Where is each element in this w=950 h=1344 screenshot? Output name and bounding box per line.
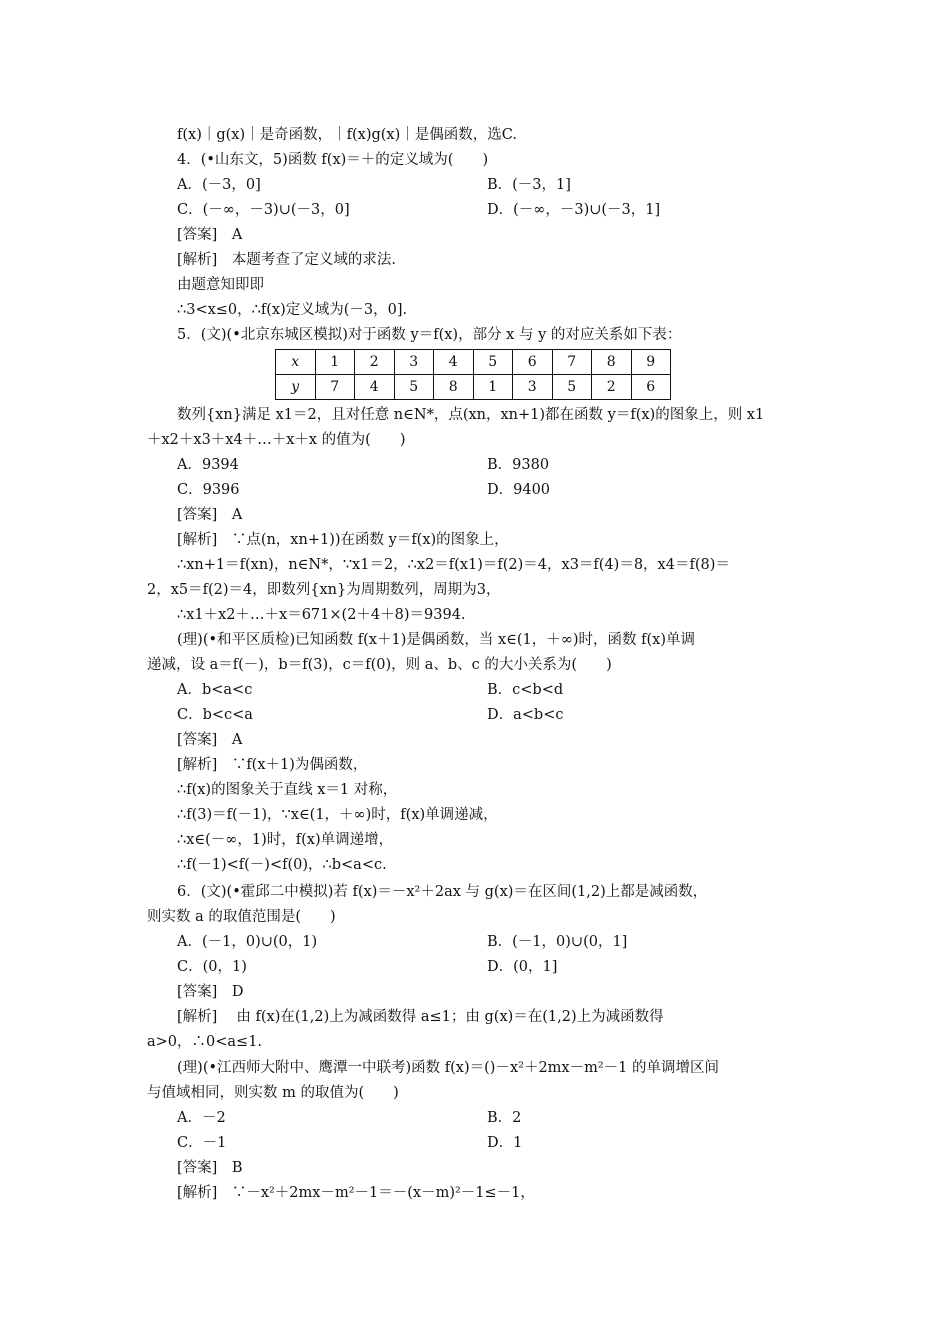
q5w-option-b: B．9380 [487,457,550,473]
q5-stem-2: 数列{xn}满足 x1＝2，且对任意 n∈N*，点(xn，xn+1)都在函数 y＝f(x)的图象上，则 x1 [177,407,765,423]
table-cell: 5 [552,375,592,400]
table-row-x [276,350,671,375]
q5l-analysis-3: ∴f(3)＝f(－1)，∵x∈(1，＋∞)时，f(x)单调递减， [177,807,498,823]
q6w-option-b: B．(－1，0)∪(0，1] [487,934,628,950]
table-cell: 2 [592,375,632,400]
q6w-option-d: D．(0，1] [487,959,558,975]
q5w-analysis-2: ∴xn+1＝f(xn)，n∈N*，∵x1＝2，∴x2＝f(x1)＝f(2)＝4，x3＝f(4)＝8，x4＝f(8)＝ [177,557,730,573]
q5w-option-d: D．9400 [487,482,551,498]
table-cell: 1 [473,375,513,400]
q6w-analysis-2: a>0，∴0<a≤1. [147,1034,263,1050]
table-cell: 6 [631,375,671,400]
q5l-option-c: C．b<c<a [177,707,253,723]
table-cell: 7 [552,350,592,375]
q5w-analysis: [解析] ∵点(n，xn+1))在函数 y＝f(x)的图象上， [177,532,509,548]
q6l-option-d: D．1 [487,1135,523,1151]
table-cell: 2 [355,350,395,375]
q5l-option-d: D．a<b<c [487,707,564,723]
table-row-y [276,375,671,400]
table-cell: 7 [315,375,355,400]
table-cell: 4 [434,350,474,375]
table-cell: 3 [394,350,434,375]
q6l-option-c: C．－1 [177,1135,227,1151]
q6l-answer: [答案] B [177,1160,243,1176]
xy-table [275,349,671,400]
q5w-option-c: C．9396 [177,482,240,498]
q6l-option-b: B．2 [487,1110,522,1126]
q5w-analysis-3: 2，x5＝f(2)＝4，即数列{xn}为周期数列，周期为3， [147,582,501,598]
line-q4-stem: 4．(•山东文，5)函数 f(x)＝＋的定义域为( ) [177,152,489,168]
q5l-option-a: A．b<a<c [177,682,253,698]
q5l-analysis-2: ∴f(x)的图象关于直线 x＝1 对称， [177,782,398,798]
q6w-option-c: C．(0，1) [177,959,247,975]
q4-option-d: D．(－∞，－3)∪(－3，1] [487,202,661,218]
q6w-answer: [答案] D [177,984,244,1000]
q5l-analysis: [解析] ∵f(x＋1)为偶函数， [177,757,368,773]
table-cell: 3 [513,375,553,400]
table-cell: 8 [434,375,474,400]
q5-stem: 5．(文)(•北京东城区模拟)对于函数 y＝f(x)，部分 x 与 y 的对应关系如下表： [177,327,682,343]
line-1: f(x)｜g(x)｜是奇函数，｜f(x)g(x)｜是偶函数，选C. [177,127,517,143]
table-cell: 1 [315,350,355,375]
q5l-stem: (理)(•和平区质检)已知函数 f(x＋1)是偶函数，当 x∈(1，＋∞)时，函数 f(x)单调 [177,632,695,648]
q6l-analysis: [解析] ∵－x²＋2mx－m²－1＝－(x－m)²－1≤－1， [177,1185,535,1201]
table-header-y: y [276,375,316,400]
q4-answer: [答案] A [177,227,243,243]
q6w-stem: 6．(文)(•霍邱二中模拟)若 f(x)＝－x²＋2ax 与 g(x)＝在区间(1,2)上都是减函数， [177,884,708,900]
q4-analysis-2: 由题意知即即 [177,277,264,293]
q6l-stem-2: 与值域相同，则实数 m 的取值为( ) [147,1085,399,1101]
q5l-analysis-4: ∴x∈(－∞，1)时，f(x)单调递增， [177,832,394,848]
q6l-option-a: A．－2 [177,1110,226,1126]
q5l-analysis-5: ∴f(－1)<f(－)<f(0)，∴b<a<c. [177,857,387,873]
table-cell: 6 [513,350,553,375]
table-cell: 8 [592,350,632,375]
q6l-stem: (理)(•江西师大附中、鹰潭一中联考)函数 f(x)＝()－x²＋2mx－m²－1 的单调增区间 [177,1060,719,1076]
q5l-stem-2: 递减，设 a＝f(－)，b＝f(3)，c＝f(0)，则 a、b、c 的大小关系为( ) [147,657,612,673]
q5w-answer: [答案] A [177,507,243,523]
q5w-analysis-4: ∴x1＋x2＋…＋x＝671×(2＋4＋8)＝9394. [177,607,466,623]
q5l-option-b: B．c<b<d [487,682,564,698]
q5w-option-a: A．9394 [177,457,239,473]
table-cell: 9 [631,350,671,375]
q6w-stem-2: 则实数 a 的取值范围是( ) [147,909,336,925]
table-cell: 4 [355,375,395,400]
table-header-x: x [276,350,316,375]
q5l-answer: [答案] A [177,732,243,748]
table-cell: 5 [394,375,434,400]
q4-option-a: A．(－3，0] [177,177,261,193]
q4-option-b: B．(－3，1] [487,177,571,193]
table-cell: 5 [473,350,513,375]
q6w-option-a: A．(－1，0)∪(0，1) [177,934,318,950]
q5-stem-3: ＋x2＋x3＋x4＋…＋x＋x 的值为( ) [147,432,406,448]
q4-analysis-3: ∴3<x≤0，∴f(x)定义域为(－3，0]. [177,302,408,318]
q4-analysis: [解析] 本题考查了定义域的求法. [177,252,396,268]
q4-option-c: C．(－∞，－3)∪(－3，0] [177,202,350,218]
q6w-analysis: [解析] 由 f(x)在(1,2)上为减函数得 a≤1；由 g(x)＝在(1,2)上为减函数得 [177,1009,664,1025]
